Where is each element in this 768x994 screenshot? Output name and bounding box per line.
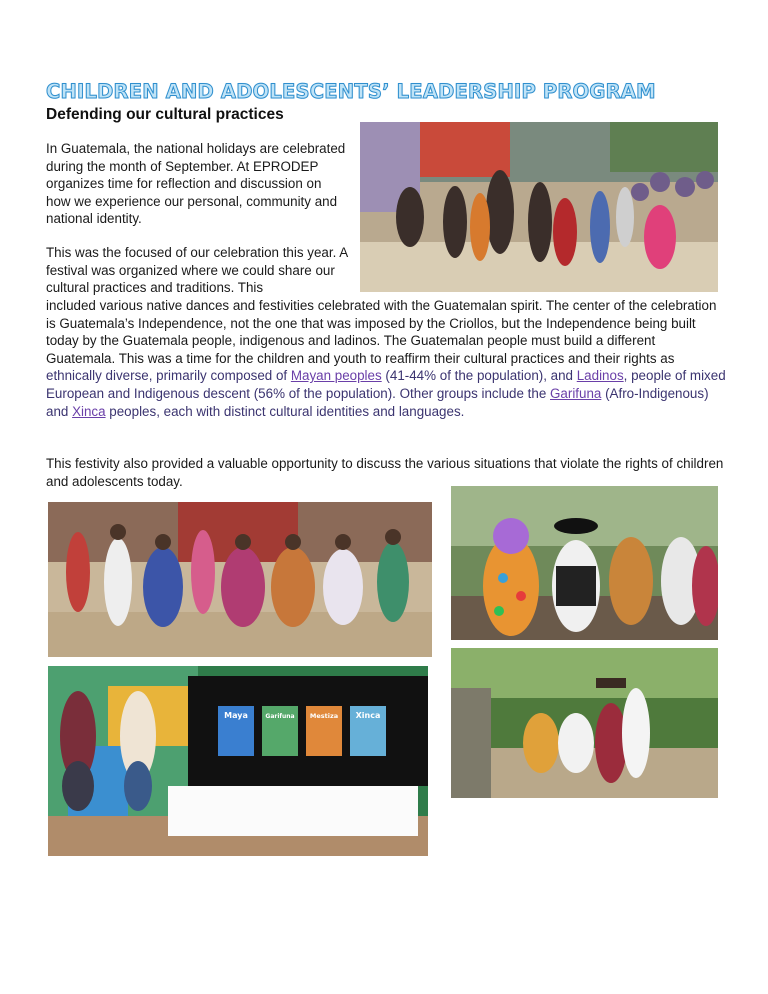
mayan-stats-text: (41-44% of the population), and [381, 368, 577, 384]
garifuna-link[interactable]: Garifuna [550, 385, 602, 401]
poster-garifuna-label: Garifuna [265, 713, 295, 720]
celebration-text: included various native dances and festivities celebrated with the Guatemalan spirit. The center of the celebration is Guatemala’s Independence, not the one that was imposed by the Criollos, but the Independence being built today by the Guatemala people, indigenous and ladinos. The Guatemalan people must build a different Guatemala. This was a time for the children and youth to reaffirm their cultural practices and their rights as [46, 298, 717, 366]
program-heading: CHILDREN AND ADOLESCENTS’ LEADERSHIP PROGRAM [46, 80, 656, 103]
garden-children-photo [451, 648, 718, 798]
intro-paragraph: In Guatemala, the national holidays are celebrated during the month of September. At EPRODEP organizes time for reflection and discussion on how we experience our personal, community and national identity. [46, 141, 346, 227]
costumed-children-photo [451, 486, 718, 640]
celebration-paragraph-start: This was the focused of our celebration this year. A festival was organized where we could share our cultural practices and traditions. This [46, 245, 348, 296]
mayan-peoples-link[interactable]: Mayan peoples [290, 368, 382, 384]
closing-text: peoples, each with distinct cultural identities and languages. [105, 403, 465, 419]
garifuna-text: (Afro-Indigenous) and [46, 385, 709, 419]
ladinos-link[interactable]: Ladinos [576, 368, 624, 384]
poster-maya-label: Maya [224, 711, 248, 720]
section-subheading: Defending our cultural practices [46, 106, 284, 123]
cultural-display-photo [48, 666, 428, 856]
festival-crowd-photo [360, 122, 718, 292]
ethnic-text: ethnically diverse, primarily composed of [46, 368, 291, 384]
ladinos-text: , people of mixed European and Indigenous descent (56% of the population). Other groups include the [46, 368, 726, 401]
poster-mestiza-label: Mestiza [309, 712, 339, 720]
rights-paragraph: This festivity also provided a valuable opportunity to discuss the various situations that violate the rights of children and adolescents today. [46, 456, 724, 489]
poster-xinca-label: Xinca [355, 711, 381, 720]
xinca-link[interactable]: Xinca [72, 403, 106, 419]
traditional-dance-photo [48, 502, 432, 657]
celebration-paragraph-continued [46, 297, 726, 420]
